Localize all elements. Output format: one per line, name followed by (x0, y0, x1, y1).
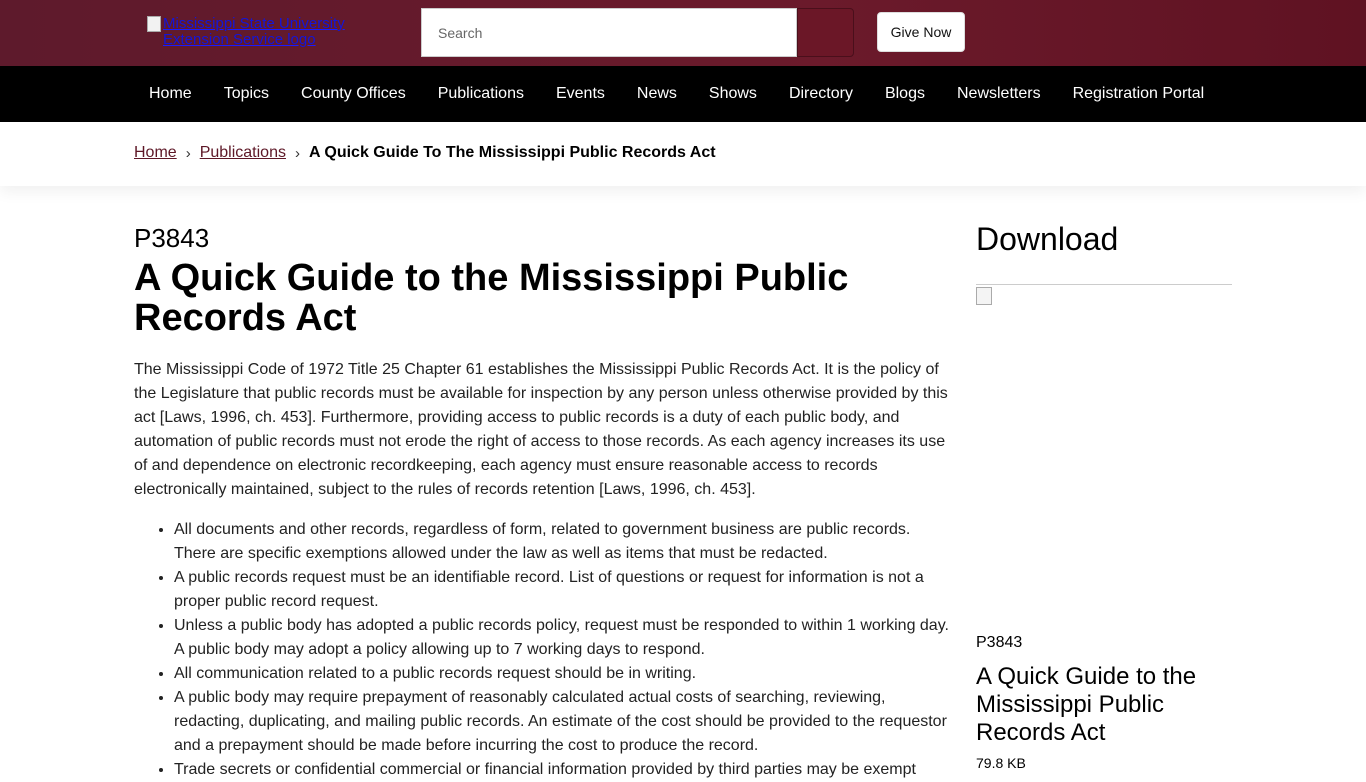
nav-blogs[interactable]: Blogs (884, 85, 925, 102)
breadcrumb-publications-link[interactable]: Publications (199, 144, 286, 161)
nav-county-offices[interactable]: County Offices (301, 85, 406, 102)
broken-image-icon (976, 287, 992, 305)
breadcrumb-current: A Quick Guide To The Mississippi Public Records Act (308, 144, 716, 161)
download-sidebar (976, 220, 1232, 771)
search-form (421, 8, 854, 57)
site-logo-link[interactable] (147, 16, 387, 50)
nav-topics[interactable]: Topics (223, 85, 270, 102)
breadcrumb-home-link[interactable]: Home (134, 144, 177, 161)
breadcrumb-separator: › (185, 144, 191, 162)
logo-alt-text: Mississippi State University Extension Service logo (163, 15, 345, 48)
publication-code: P3843 (134, 223, 210, 253)
main-nav (0, 66, 1366, 122)
search-input[interactable] (421, 8, 797, 57)
give-now-button[interactable]: Give Now (877, 12, 965, 52)
list-item: • All documents and other records, regardless of form, related to government business are public records. There are specific exemptions allowed under the law as well as items that must be redacted. (174, 518, 950, 566)
publication-thumbnail-link[interactable] (976, 284, 1232, 624)
page-title: A Quick Guide to the Mississippi Public Records Act (134, 257, 849, 339)
publication-content (134, 222, 950, 782)
key-points-list (134, 518, 950, 782)
broken-image-icon (147, 16, 161, 32)
nav-newsletters[interactable]: Newsletters (956, 85, 1041, 102)
list-item: • A public body may require prepayment of reasonably calculated actual costs of searching, reviewing, redacting, duplicating, and mailing public records. An estimate of the cost should be provided to the requestor and a prepayment should be made before incurring the cost to produce the record. (174, 686, 950, 758)
nav-events[interactable]: Events (555, 85, 605, 102)
list-item: • Trade secrets or confidential commercial or financial information provided by third parties may be exempt (174, 758, 950, 782)
file-size: 79.8 KB (976, 755, 1026, 771)
nav-directory[interactable]: Directory (788, 85, 853, 102)
breadcrumb-separator: › (294, 144, 300, 162)
sidebar-publication-title-link[interactable]: A Quick Guide to the Mississippi Public Records Act (976, 663, 1197, 746)
search-button[interactable] (797, 8, 854, 57)
nav-registration-portal[interactable]: Registration Portal (1072, 85, 1205, 102)
nav-news[interactable]: News (636, 85, 677, 102)
breadcrumb (134, 144, 716, 162)
nav-publications[interactable]: Publications (437, 85, 524, 102)
list-item: • Unless a public body has adopted a public records policy, request must be responded to within 1 working day. A public body may adopt a policy allowing up to 7 working days to respond. (174, 614, 950, 662)
intro-paragraph: The Mississippi Code of 1972 Title 25 Chapter 61 establishes the Mississippi Public Records Act. It is the policy of the Legislature that public records must be available for inspection by any person unless otherwise provided by this act [Laws, 1996, ch. 453]. Furthermore, providing access to public records is a duty of each public body, and automation of public records must not erode the right of access to those records. As each agency increases its use of and dependence on electronic recordkeeping, each agency must ensure reasonable access to records electronically maintained, subject to the rules of records retention [Laws, 1996, ch. 453]. (134, 361, 948, 498)
nav-shows[interactable]: Shows (708, 85, 757, 102)
list-item: • A public records request must be an identifiable record. List of questions or request for information is not a proper public record request. (174, 566, 950, 614)
list-item: • All communication related to a public records request should be in writing. (174, 662, 950, 686)
download-heading: Download (976, 221, 1119, 257)
breadcrumb-bar (0, 122, 1366, 186)
site-header (0, 0, 1366, 66)
sidebar-publication-code: P3843 (976, 634, 1023, 651)
nav-home[interactable]: Home (149, 85, 192, 102)
